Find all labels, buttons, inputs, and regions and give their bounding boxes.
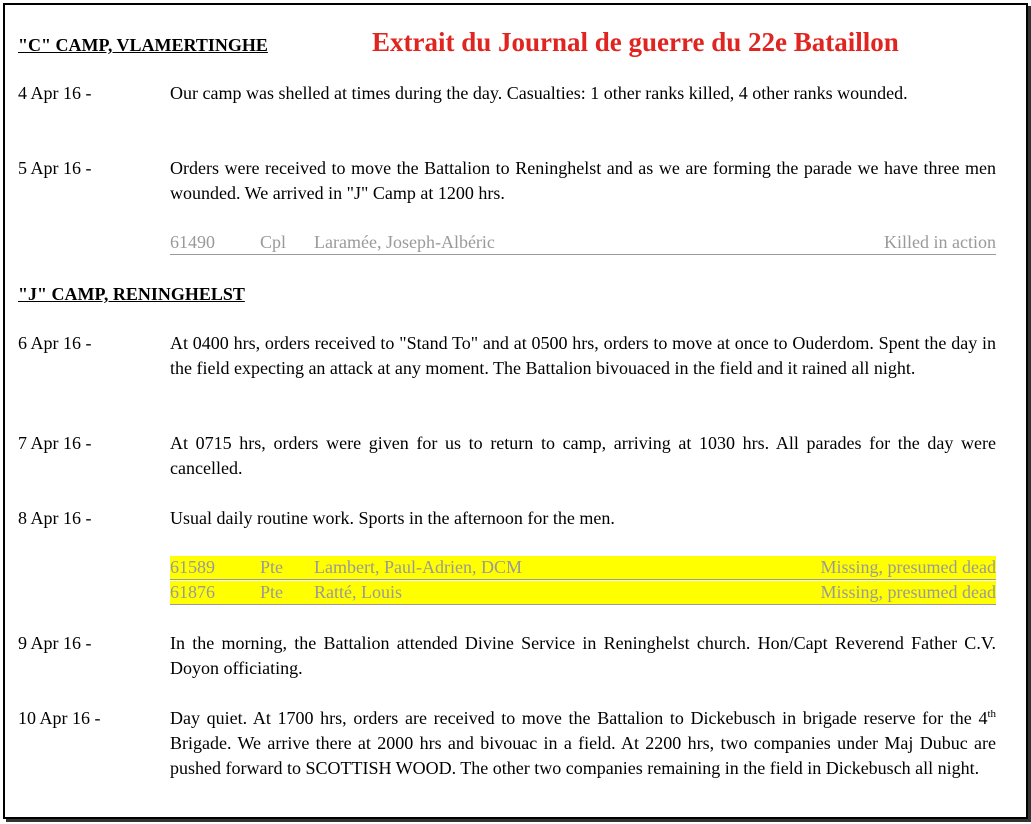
casualty-row (170, 231, 996, 255)
casualty-row (170, 581, 996, 605)
document-title: Extrait du Journal de guerre du 22e Bataillon (372, 27, 899, 57)
casualty-rank: Cpl (260, 232, 287, 252)
casualty-number: 61589 (170, 557, 215, 577)
casualty-rank: Pte (260, 557, 284, 577)
entry-date: 7 Apr 16 - (18, 433, 92, 453)
document-frame (3, 3, 1028, 819)
casualty-name: Laramée, Joseph-Albéric (314, 232, 495, 252)
casualty-number: 61490 (170, 232, 215, 252)
entry-text: Orders were received to move the Battalion to Reninghelst and as we are forming the parade we have three men wounded. We arrived in "J" Camp at 1200 hrs. (170, 158, 996, 203)
section-heading-j-camp: "J" CAMP, RENINGHELST (18, 284, 245, 304)
entry-text (170, 706, 996, 781)
entry-date: 6 Apr 16 - (18, 333, 92, 353)
entry-date: 9 Apr 16 - (18, 633, 92, 653)
entry-text: Usual daily routine work. Sports in the afternoon for the men. (170, 508, 615, 528)
casualty-name: Ratté, Louis (314, 582, 402, 602)
casualty-status: Killed in action (884, 232, 996, 252)
casualty-status: Missing, presumed dead (820, 557, 996, 577)
entry-text-part: Brigade. We arrive there at 2000 hrs and bivouac in a field. At 2200 hrs, two companies under Maj Dubuc are pushed forward to SCOTTISH WOOD. The other two companies remaining in the field in Dickebusch all night. (170, 733, 996, 778)
entry-date: 5 Apr 16 - (18, 158, 92, 178)
casualty-number: 61876 (170, 582, 215, 602)
entry-text: Our camp was shelled at times during the day. Casualties: 1 other ranks killed, 4 other ranks wounded. (170, 83, 908, 103)
entry-text: At 0400 hrs, orders received to "Stand To" and at 0500 hrs, orders to move at once to Ouderdom. Spent the day in the field expecting an attack at any moment. The Battalion bivouaced in the field and it rained all night. (170, 333, 996, 378)
entry-date: 10 Apr 16 - (18, 708, 101, 728)
casualty-row (170, 556, 996, 580)
entry-text: At 0715 hrs, orders were given for us to return to camp, arriving at 1030 hrs. All parades for the day were cancelled. (170, 433, 996, 478)
entry-text: In the morning, the Battalion attended Divine Service in Reninghelst church. Hon/Capt Reverend Father C.V. Doyon officiating. (170, 633, 996, 678)
entry-date: 4 Apr 16 - (18, 83, 92, 103)
casualty-status: Missing, presumed dead (820, 582, 996, 602)
entry-text-part: Day quiet. At 1700 hrs, orders are received to move the Battalion to Dickebusch in brigade reserve for the 4 (170, 708, 988, 728)
ordinal-suffix: th (987, 708, 996, 720)
casualty-name: Lambert, Paul-Adrien, DCM (314, 557, 522, 577)
casualty-rank: Pte (260, 582, 284, 602)
section-heading-c-camp: "C" CAMP, VLAMERTINGHE (18, 35, 268, 55)
entry-date: 8 Apr 16 - (18, 508, 92, 528)
